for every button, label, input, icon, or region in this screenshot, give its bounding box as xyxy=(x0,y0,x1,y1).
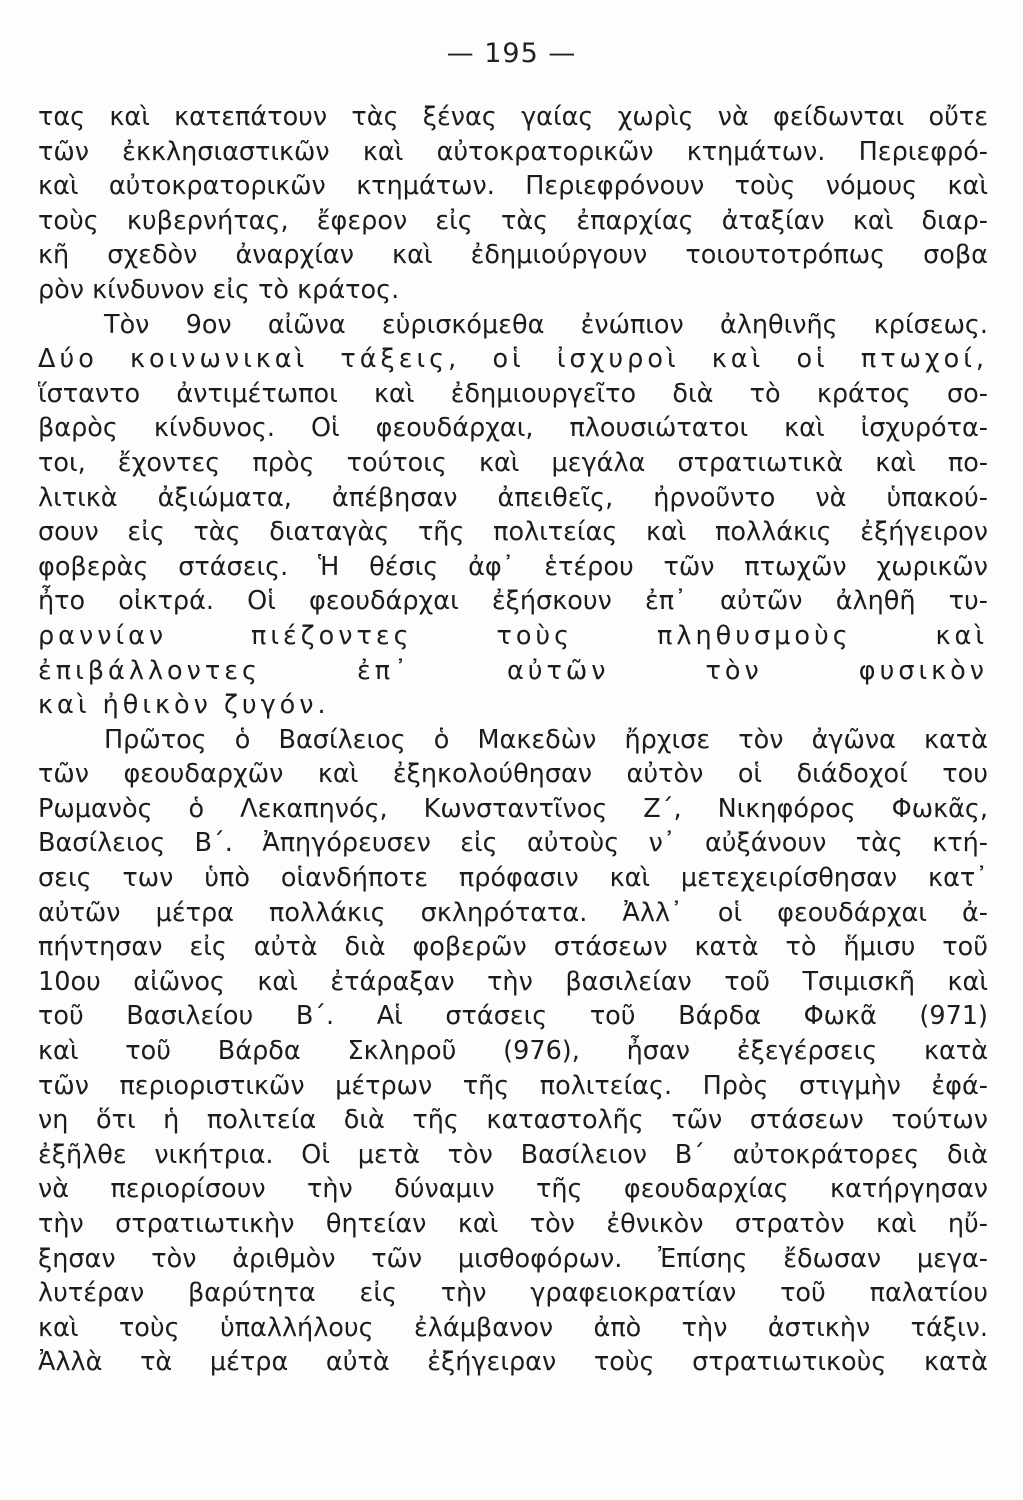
text-line: τὴν στρατιωτικὴν θητείαν καὶ τὸν ἐθνικὸν στρατὸν καὶ ηὔ- xyxy=(38,1209,988,1239)
text-line: καὶ αὐτοκρατορικῶν κτημάτων. Περιεφρόνουν τοὺς νόμους καὶ xyxy=(38,171,988,202)
page-number: — 195 — xyxy=(446,38,577,69)
text-line: ραννίαν πιέζοντες τοὺς πληθυσμοὺς καὶ xyxy=(38,620,988,651)
text-line: τοῦ Βασιλείου Β΄. Αἱ στάσεις τοῦ Βάρδα Φωκᾶ (971) xyxy=(38,1001,988,1032)
text-line: σεις των ὑπὸ οἱανδήποτε πρόφασιν καὶ μετεχειρίσθησαν κατ᾽ xyxy=(38,863,988,894)
text-line: ἐξῆλθε νικήτρια. Οἱ μετὰ τὸν Βασίλειον Β΄ αὐτοκράτορες διὰ xyxy=(38,1139,988,1170)
text-line: κῆ σχεδὸν ἀναρχίαν καὶ ἐδημιούργουν τοιουτοτρόπως σοβα xyxy=(38,240,988,271)
text-line: καὶ ἠθικὸν ζυγόν. xyxy=(38,690,330,721)
text-line: Δύο κοινωνικαὶ τάξεις, οἱ ἰσχυροὶ καὶ οἱ πτωχοί, xyxy=(38,344,988,375)
body-text xyxy=(38,100,988,1380)
text-line: ἵσταντο ἀντιμέτωποι καὶ ἐδημιουργεῖτο διὰ τὸ κράτος σο- xyxy=(38,378,988,409)
text-line: τῶν περιοριστικῶν μέτρων τῆς πολιτείας. Πρὸς στιγμὴν ἐφά- xyxy=(38,1070,988,1101)
text-line: Ρωμανὸς ὁ Λεκαπηνός, Κωνσταντῖνος Ζ΄, Νικηφόρος Φωκᾶς, xyxy=(38,793,988,824)
text-line: βαρὸς κίνδυνος. Οἱ φεουδάρχαι, πλουσιώτατοι καὶ ἰσχυρότα- xyxy=(38,413,988,444)
text-line: ρὸν κίνδυνον εἰς τὸ κράτος. xyxy=(38,274,400,305)
text-line: πήντησαν εἰς αὐτὰ διὰ φοβερῶν στάσεων κατὰ τὸ ἥμισυ τοῦ xyxy=(38,932,988,963)
text-line: σουν εἰς τὰς διαταγὰς τῆς πολιτείας καὶ πολλάκις ἐξήγειρον xyxy=(38,517,988,548)
text-line: τῶν φεουδαρχῶν καὶ ἐξηκολούθησαν αὐτὸν οἱ διάδοχοί του xyxy=(38,759,988,790)
text-line: καὶ τοὺς ὑπαλλήλους ἐλάμβανον ἀπὸ τὴν ἀστικὴν τάξιν. xyxy=(38,1312,988,1343)
text-line: λυτέραν βαρύτητα εἰς τὴν γραφειοκρατίαν τοῦ παλατίου xyxy=(38,1278,988,1309)
text-line: ἦτο οἰκτρά. Οἱ φεουδάρχαι ἐξήσκουν ἐπ᾽ αὐτῶν ἀληθῆ τυ- xyxy=(38,586,988,617)
text-line: τας καὶ κατεπάτουν τὰς ξένας γαίας χωρὶς νὰ φείδωνται οὔτε xyxy=(38,102,988,132)
text-line: ξησαν τὸν ἀριθμὸν τῶν μισθοφόρων. Ἐπίσης ἔδωσαν μεγα- xyxy=(38,1243,988,1274)
text-line: Πρῶτος ὁ Βασίλειος ὁ Μακεδὼν ἤρχισε τὸν ἀγῶνα κατὰ xyxy=(104,724,988,755)
text-line: Βασίλειος Β΄. Ἀπηγόρευσεν εἰς αὐτοὺς ν᾽ αὐξάνουν τὰς κτή- xyxy=(38,828,988,859)
text-line: φοβερὰς στάσεις. Ἡ θέσις ἀφ᾽ ἑτέρου τῶν πτωχῶν χωρικῶν xyxy=(38,551,988,582)
text-line: Τὸν 9ον αἰῶνα εὑρισκόμεθα ἐνώπιον ἀληθινῆς κρίσεως. xyxy=(104,309,988,340)
text-line: νη ὅτι ἡ πολιτεία διὰ τῆς καταστολῆς τῶν στάσεων τούτων xyxy=(38,1105,988,1136)
text-line: τῶν ἐκκλησιαστικῶν καὶ αὐτοκρατορικῶν κτημάτων. Περιεφρό- xyxy=(38,136,988,167)
text-line: αὐτῶν μέτρα πολλάκις σκληρότατα. Ἀλλ᾽ οἱ φεουδάρχαι ἀ- xyxy=(38,897,988,928)
text-line: τοὺς κυβερνήτας, ἔφερον εἰς τὰς ἐπαρχίας ἀταξίαν καὶ διαρ- xyxy=(38,205,988,236)
text-line: λιτικὰ ἀξιώματα, ἀπέβησαν ἀπειθεῖς, ἠρνοῦντο νὰ ὑπακού- xyxy=(38,482,988,513)
text-line: καὶ τοῦ Βάρδα Σκληροῦ (976), ἦσαν ἐξεγέρσεις κατὰ xyxy=(38,1036,988,1067)
text-line: 10ου αἰῶνος καὶ ἐτάραξαν τὴν βασιλείαν τοῦ Τσιμισκῆ καὶ xyxy=(38,966,988,997)
text-line: νὰ περιορίσουν τὴν δύναμιν τῆς φεουδαρχίας κατήργησαν xyxy=(38,1174,988,1205)
text-line: ἐπιβάλλοντες ἐπ᾽ αὐτῶν τὸν φυσικὸν xyxy=(38,655,988,686)
text-line: τοι, ἔχοντες πρὸς τούτοις καὶ μεγάλα στρατιωτικὰ καὶ πο- xyxy=(38,447,988,478)
text-line: Ἀλλὰ τὰ μέτρα αὐτὰ ἐξήγειραν τοὺς στρατιωτικοὺς κατὰ xyxy=(38,1347,988,1378)
